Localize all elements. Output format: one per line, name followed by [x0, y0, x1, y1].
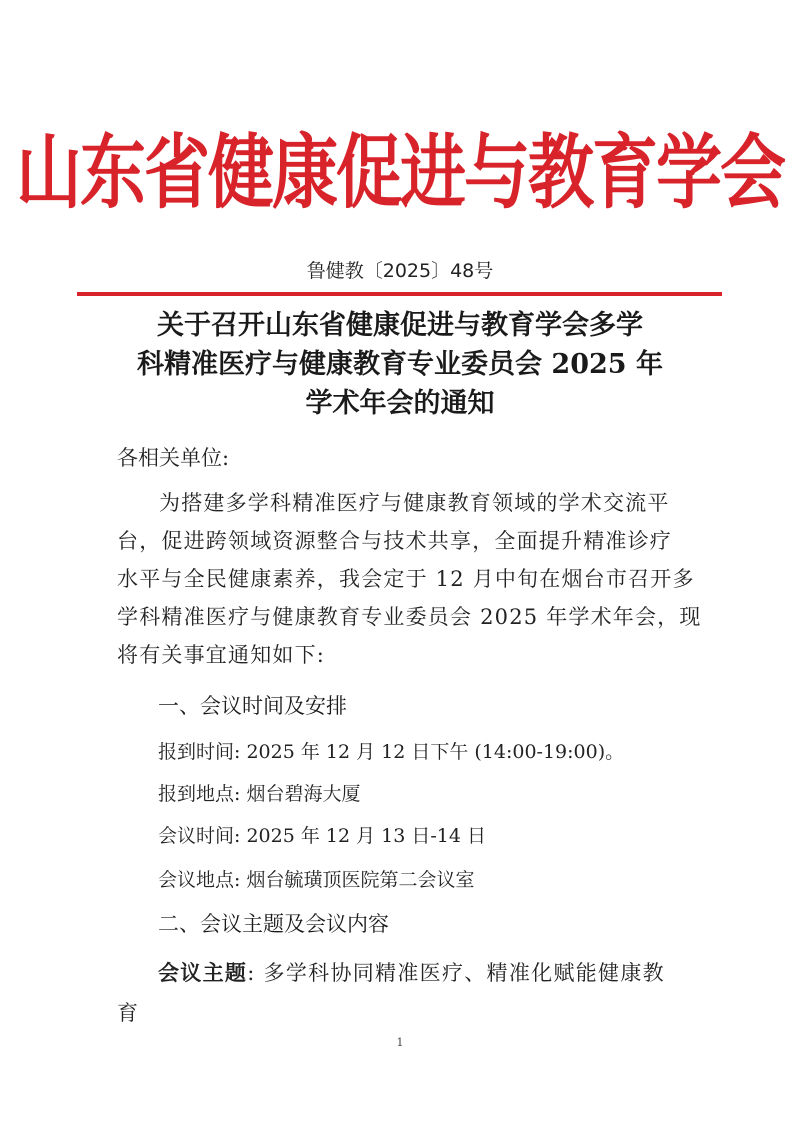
intro-line: 将有关事宜通知如下: — [117, 643, 326, 667]
letterhead-red-rule — [77, 292, 722, 296]
section-heading-meeting-theme: 二、会议主题及会议内容 — [158, 912, 389, 936]
intro-paragraph — [117, 484, 702, 674]
addressee: 各相关单位: — [117, 446, 230, 470]
meeting-theme-line-1 — [117, 953, 683, 993]
registration-location: 报到地点: 烟台碧海大厦 — [158, 783, 361, 805]
intro-line: 水平与全民健康素养，我会定于 12 月中旬在烟台市召开多 — [117, 567, 695, 591]
notice-title-line-3: 学术年会的通知 — [305, 388, 495, 419]
registration-time: 报到时间: 2025 年 12 月 12 日下午 (14:00-19:00)。 — [158, 741, 625, 763]
meeting-theme-paragraph — [117, 953, 683, 1033]
intro-line: 学科精准医疗与健康教育专业委员会 2025 年学术年会，现 — [117, 605, 702, 629]
document-number: 鲁健教〔2025〕48号 — [306, 260, 494, 282]
meeting-location: 会议地点: 烟台毓璜顶医院第二会议室 — [158, 869, 475, 891]
notice-title-line-1: 关于召开山东省健康促进与教育学会多学 — [157, 310, 643, 341]
notice-title — [90, 306, 710, 423]
intro-line: 台，促进跨领域资源整合与技术共享，全面提升精准诊疗 — [117, 529, 672, 553]
meeting-theme-label: 会议主题 — [158, 961, 248, 985]
meeting-time: 会议时间: 2025 年 12 月 13 日-14 日 — [158, 825, 486, 847]
section-heading-meeting-time: 一、会议时间及安排 — [158, 694, 347, 718]
notice-title-line-2: 科精准医疗与健康教育专业委员会 2025 年 — [137, 349, 663, 380]
intro-line: 为搭建多学科精准医疗与健康教育领域的学术交流平 — [159, 491, 670, 515]
organization-letterhead: 山东省健康促进与教育学会 — [16, 126, 784, 221]
page-number: 1 — [396, 1036, 404, 1049]
meeting-theme-line-2: 育 — [117, 1001, 138, 1025]
meeting-theme-text: : 多学科协同精准医疗、精准化赋能健康教 — [247, 961, 665, 985]
